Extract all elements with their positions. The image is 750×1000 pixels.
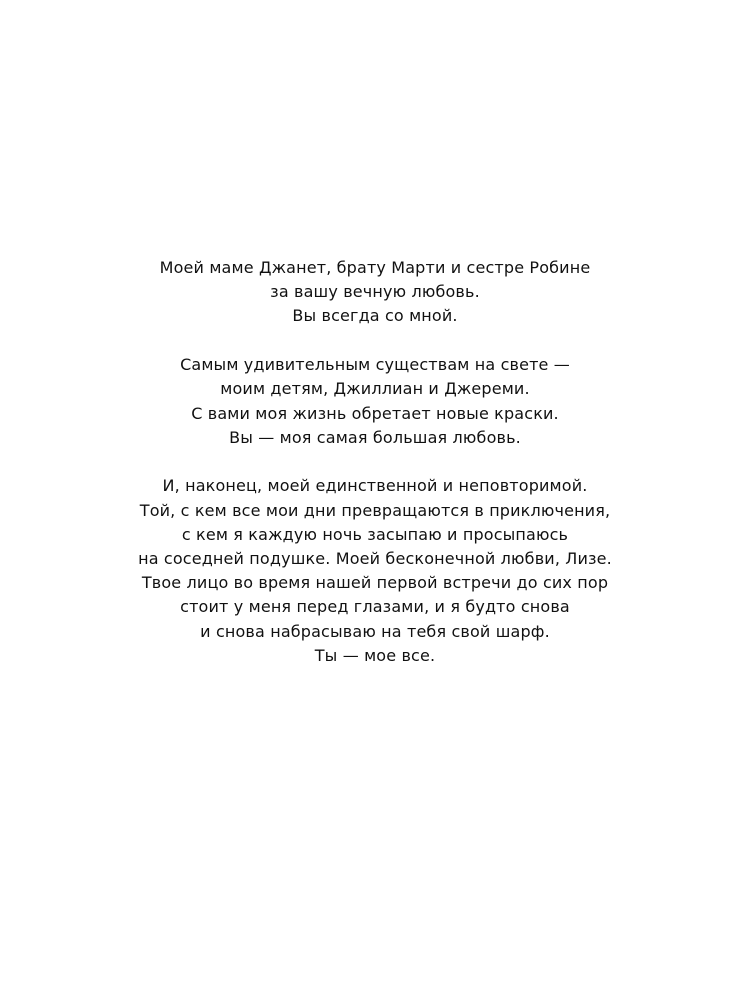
dedication-line: стоит у меня перед глазами, и я будто снова [180,597,570,617]
dedication-line: С вами моя жизнь обретает новые краски. [191,403,559,423]
dedication-line: Вы всегда со мной. [292,306,458,326]
dedication-line: Самым удивительным существам на свете — [180,355,570,375]
dedication-line: и снова набрасываю на тебя свой шарф. [200,621,550,641]
dedication-stanza-children [0,353,750,450]
dedication-text [0,256,750,668]
dedication-line: Ты — мое все. [314,645,436,665]
dedication-line: Вы — моя самая большая любовь. [229,427,521,447]
dedication-line: Моей маме Джанет, брату Марти и сестре Робине [159,258,591,277]
dedication-stanza-family [0,256,750,329]
dedication-line: И, наконец, моей единственной и неповторимой. [162,476,588,496]
dedication-line: за вашу вечную любовь. [270,282,480,302]
dedication-line: с кем я каждую ночь засыпаю и просыпаюсь [181,524,569,544]
dedication-line: моим детям, Джиллиан и Джереми. [220,379,530,399]
dedication-stanza-partner [0,474,750,668]
dedication-line: на соседней подушке. Моей бесконечной любви, Лизе. [138,549,612,569]
dedication-line: Твое лицо во время нашей первой встречи до сих пор [141,573,609,593]
dedication-line: Той, с кем все мои дни превращаются в приключения, [139,500,611,520]
